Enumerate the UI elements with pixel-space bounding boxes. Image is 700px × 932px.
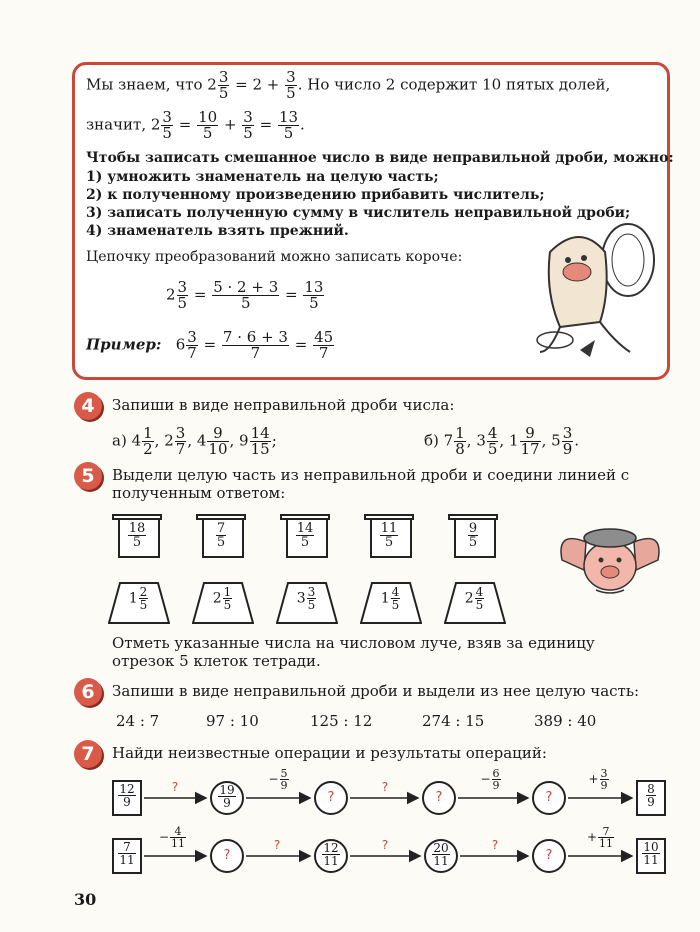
rule-step-3: 3) записать полученную сумму в числитель неправильной дроби; <box>86 205 631 221</box>
answer-trapezoid[interactable]: 1 $\frac{2}{5}$ <box>108 582 170 624</box>
task-5-text-1: Выдели целую часть из неправильной дроби и соедини линией с <box>112 466 630 484</box>
unknown-result-circle[interactable]: ? <box>532 839 566 873</box>
operation-label: + $\frac{7}{11}$ <box>586 825 614 850</box>
rule-example: Пример: 6 $\frac{3}{7}$ = $\frac{7 \cdot 6 + 3}{7}$ = $\frac{45}{7}$ <box>86 328 334 362</box>
unknown-result-circle[interactable]: ? <box>532 781 566 815</box>
unknown-result-circle[interactable]: ? <box>314 781 348 815</box>
operation-label: − $\frac{6}{9}$ <box>480 767 500 792</box>
task-4-badge: 4 <box>74 392 102 420</box>
fraction-tag[interactable]: $\frac{18}{5}$ <box>112 514 162 556</box>
answer-trapezoid[interactable]: 2 $\frac{4}{5}$ <box>444 582 506 624</box>
rule-step-4: 4) знаменатель взять прежний. <box>86 223 349 239</box>
rule-step-2: 2) к полученному произведению прибавить числитель; <box>86 187 545 203</box>
task-5-note-2: отрезок 5 клеток тетради. <box>112 652 321 670</box>
operation-label: − $\frac{5}{9}$ <box>268 767 288 792</box>
task-6-item: 274 : 15 <box>422 712 485 730</box>
chain-end-box: $\frac{8}{9}$ <box>636 780 666 816</box>
task-6-item: 97 : 10 <box>206 712 259 730</box>
task-5-text-2: полученным ответом: <box>112 484 286 502</box>
unknown-operation[interactable]: ? <box>381 838 389 852</box>
page-number: 30 <box>74 890 97 909</box>
unknown-operation[interactable]: ? <box>491 838 499 852</box>
unknown-operation[interactable]: ? <box>381 780 389 794</box>
fraction-tag[interactable]: $\frac{9}{5}$ <box>448 514 498 556</box>
answer-trapezoid[interactable]: 3 $\frac{3}{5}$ <box>276 582 338 624</box>
chain-start-box: $\frac{12}{9}$ <box>112 780 142 816</box>
task-5-badge: 5 <box>74 462 102 490</box>
operation-label: + $\frac{3}{9}$ <box>588 767 608 792</box>
unknown-result-circle[interactable]: ? <box>210 839 244 873</box>
rule-bold-intro: Чтобы записать смешанное число в виде неправильной дроби, можно: <box>86 150 674 166</box>
task-6-item: 24 : 7 <box>116 712 160 730</box>
fraction-tag[interactable]: $\frac{7}{5}$ <box>196 514 246 556</box>
fraction-tag[interactable]: $\frac{14}{5}$ <box>280 514 330 556</box>
rule-chain-formula: 2 $\frac{3}{5}$ = $\frac{5 \cdot 2 + 3}{5}$ = $\frac{13}{5}$ <box>166 278 324 312</box>
chain-end-box: $\frac{10}{11}$ <box>636 838 666 874</box>
chain-circle: $\frac{12}{11}$ <box>314 839 348 873</box>
task-6-text: Запиши в виде неправильной дроби и выдели из нее целую часть: <box>112 682 640 700</box>
task-4-a: а) 4 $\frac{1}{2}$ , 2 $\frac{3}{7}$ , 4 $\frac{9}{10}$ , 9 $\frac{14}{15}$ ; <box>112 424 277 458</box>
rule-line-1: Мы знаем, что 2 $\frac{3}{5}$ = 2 + $\frac{3}{5}$ . Но число 2 содержит 10 пятых долей, <box>86 68 611 102</box>
task-4-text: Запиши в виде неправильной дроби числа: <box>112 396 455 414</box>
task-5-note-1: Отметь указанные числа на числовом луче, взяв за единицу <box>112 634 595 652</box>
rule-step-1: 1) умножить знаменатель на целую часть; <box>86 169 439 185</box>
task-7-badge: 7 <box>74 740 102 768</box>
rule-line-2: значит, 2 $\frac{3}{5}$ = $\frac{10}{5}$ + $\frac{3}{5}$ = $\frac{13}{5}$ . <box>86 108 305 142</box>
operation-label: − $\frac{4}{11}$ <box>158 825 186 850</box>
fraction-tag[interactable]: $\frac{11}{5}$ <box>364 514 414 556</box>
task-7-text: Найди неизвестные операции и результаты операций: <box>112 744 547 762</box>
answer-trapezoid[interactable]: 1 $\frac{4}{5}$ <box>360 582 422 624</box>
task-6-badge: 6 <box>74 678 102 706</box>
unknown-result-circle[interactable]: ? <box>422 781 456 815</box>
task-6-item: 389 : 40 <box>534 712 597 730</box>
unknown-operation[interactable]: ? <box>273 838 281 852</box>
chain-circle: $\frac{20}{11}$ <box>424 839 458 873</box>
answer-trapezoid[interactable]: 2 $\frac{1}{5}$ <box>192 582 254 624</box>
rule-short-chain: Цепочку преобразований можно записать короче: <box>86 249 463 265</box>
task-6-item: 125 : 12 <box>310 712 373 730</box>
task-4-b: б) 7 $\frac{1}{8}$ , 3 $\frac{4}{5}$ , 1 $\frac{9}{17}$ , 5 $\frac{3}{9}$ . <box>424 424 580 458</box>
chain-start-box: $\frac{7}{11}$ <box>112 838 142 874</box>
unknown-operation[interactable]: ? <box>171 780 179 794</box>
chain-circle: $\frac{19}{9}$ <box>210 781 244 815</box>
